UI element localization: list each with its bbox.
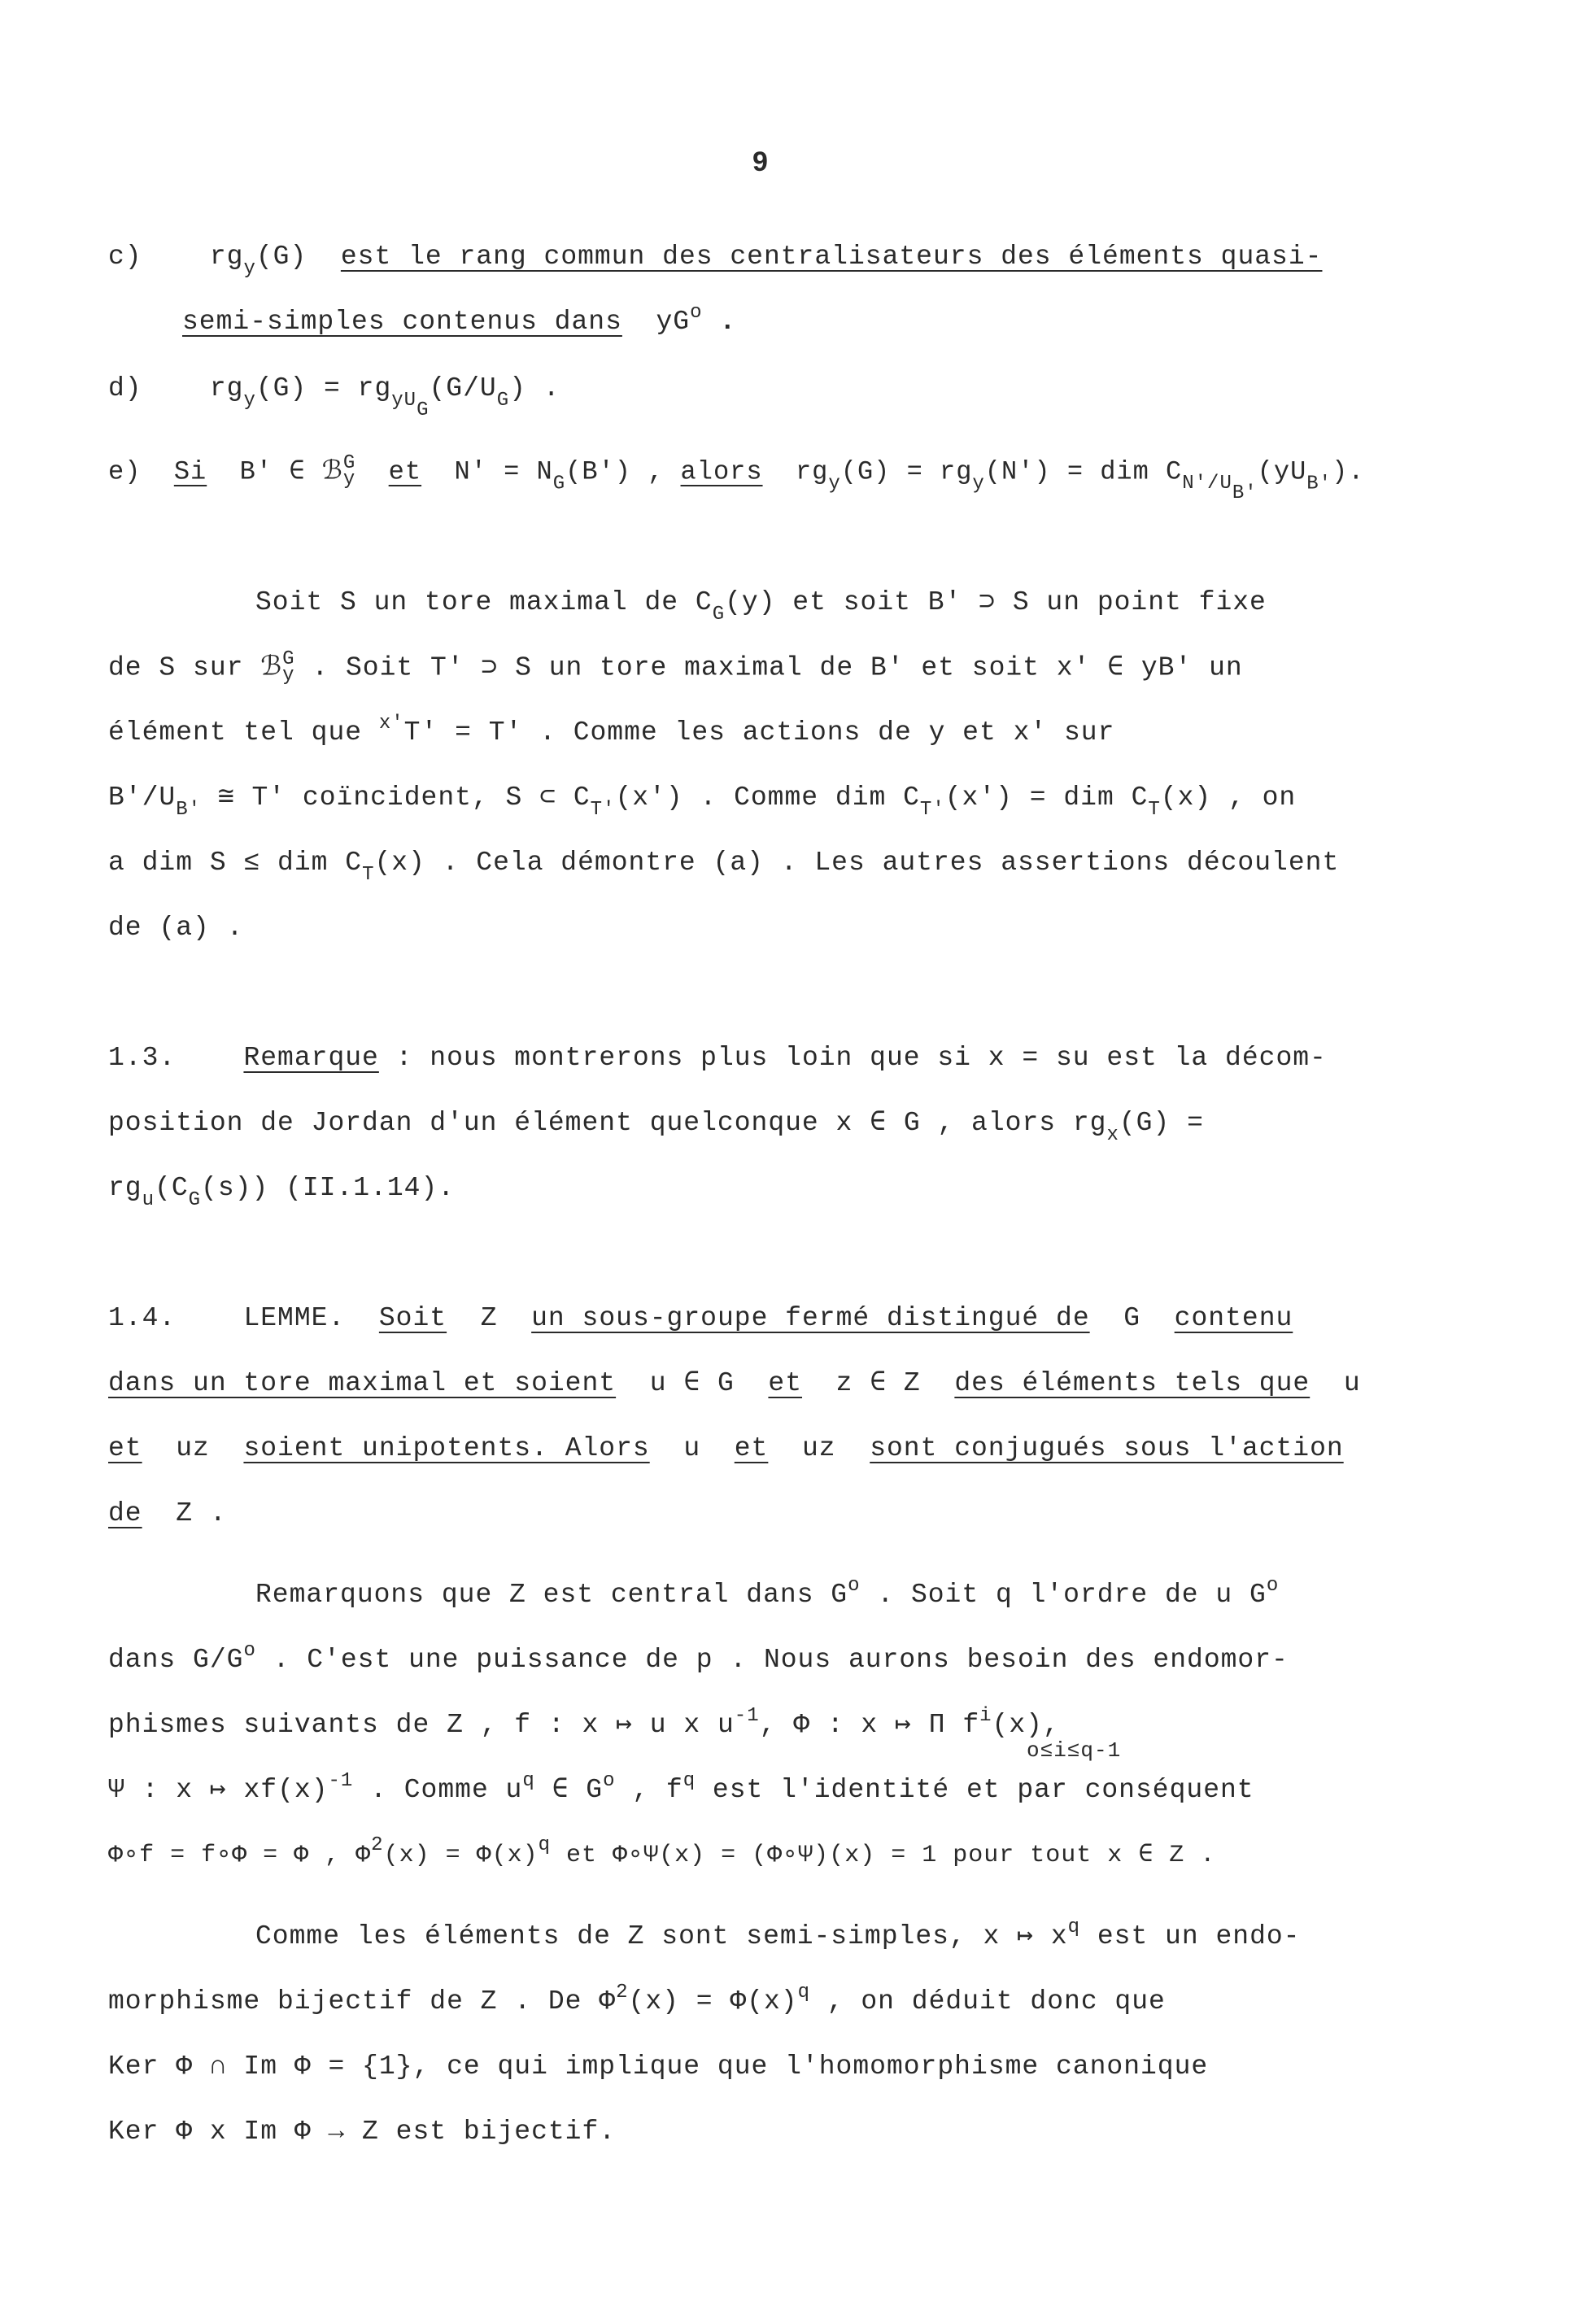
page-number: 9 bbox=[752, 146, 768, 177]
item-e-label: e) bbox=[108, 456, 142, 487]
remark-number: 1.3. bbox=[108, 1043, 177, 1073]
item-c-line-1: c) $rg_y(G)$ est le rang commun des centralisateurs des éléments quasi- bbox=[108, 242, 1323, 280]
item-c-line-2: semi-simples contenus dans $yG^o$ . bbox=[182, 302, 737, 337]
lemma-line-2: dans un tore maximal et soient u ∈ G et z ∈ Z des éléments tels que u bbox=[108, 1368, 1361, 1398]
para-1-line-1: Soit S un tore maximal de $C_G(y)$ et soit B' ⊃ S un point fixe bbox=[255, 587, 1267, 626]
proof-line-3: phismes suivants de Z , f : x ↦ u x $u^{-1}$, Φ : x ↦ Π $f^i(x)$, bbox=[108, 1705, 1060, 1740]
item-e-line: e) Si B' ∈ ℬ G y et $N' = N_G(B')$ , alors $rg_y(G) = rg_y(N')$ = dim $C_{N'/U_{B'}}(yU_{B'})$. bbox=[108, 452, 1365, 505]
lemma-line-1: 1.4. LEMME. Soit Z un sous-groupe fermé distingué de G contenu bbox=[108, 1303, 1293, 1333]
product-index-range: o≤i≤q-1 bbox=[1027, 1738, 1122, 1763]
remark-line-3: $rg_u(C_G(s))$ (II.1.14). bbox=[108, 1173, 456, 1211]
item-d-line: d) $rg_y(G) = rg_{yU_G}(G/U_G)$ . bbox=[108, 373, 560, 421]
item-c-label: c) bbox=[108, 242, 142, 272]
para-1-line-3: élément tel que $^{x'}$T' = T' . Comme les actions de y et x' sur bbox=[108, 713, 1115, 748]
lemma-line-4: de Z . bbox=[108, 1498, 227, 1528]
item-d-label: d) bbox=[108, 373, 142, 403]
lemma-line-3: et uz soient unipotents. Alors u et uz sont conjugués sous l'action bbox=[108, 1433, 1344, 1463]
para-2-line-2: morphisme bijectif de Z . De $\Phi^2(x) = \Phi(x)^q$ , on déduit donc que bbox=[108, 1982, 1166, 2017]
remark-title: Remarque bbox=[243, 1043, 379, 1073]
para-1-line-2: de S sur ℬ G y . Soit T' ⊃ S un tore maximal de B' et soit x' ∈ yB' un bbox=[108, 648, 1243, 687]
remark-line-1: 1.3. Remarque : nous montrerons plus loin que si x = su est la décom- bbox=[108, 1043, 1327, 1073]
lemma-number: 1.4. bbox=[108, 1303, 177, 1333]
proof-line-2: dans $G/G^o$ . C'est une puissance de p . Nous aurons besoin des endomor- bbox=[108, 1640, 1289, 1675]
para-2-line-3: Ker Φ ∩ Im Φ = {1}, ce qui implique que l'homomorphisme canonique bbox=[108, 2051, 1209, 2082]
para-1-line-4: $B'/U_{B'}$ ≅ T' coïncident, S ⊂ $C_{T'}(x')$ . Comme dim $C_{T'}(x')$ = dim $C_T(x)$ , on bbox=[108, 783, 1297, 821]
para-2-line-1: Comme les éléments de Z sont semi-simples, x ↦ $x^q$ est un endo- bbox=[255, 1916, 1301, 1951]
proof-line-4: Ψ : x ↦ $xf(x)^{-1}$ . Comme $u^q$ ∈ $G^o$ , $f^q$ est l'identité et par conséquent bbox=[108, 1770, 1254, 1805]
item-c-statement: est le rang commun des centralisateurs des éléments quasi- bbox=[340, 242, 1323, 272]
remark-line-2: position de Jordan d'un élément quelconque x ∈ G , alors $rg_x(G)$ = bbox=[108, 1108, 1204, 1146]
para-1-line-5: a dim S ≤ dim $C_T(x)$ . Cela démontre (a) . Les autres assertions découlent bbox=[108, 848, 1340, 886]
para-2-line-4: Ker Φ x Im Φ → Z est bijectif. bbox=[108, 2117, 617, 2147]
lemma-heading: LEMME. bbox=[243, 1303, 346, 1333]
proof-line-1: Remarquons que Z est central dans $G^o$ . Soit q l'ordre de u $G^o$ bbox=[255, 1575, 1280, 1610]
para-1-line-6: de (a) . bbox=[108, 913, 244, 943]
proof-line-5: Φ∘f = f∘Φ = Φ , $\Phi^2(x) = \Phi(x)^q$ et Φ∘Ψ(x) = (Φ∘Ψ)(x) = 1 pour tout x ∈ Z . bbox=[108, 1834, 1216, 1869]
